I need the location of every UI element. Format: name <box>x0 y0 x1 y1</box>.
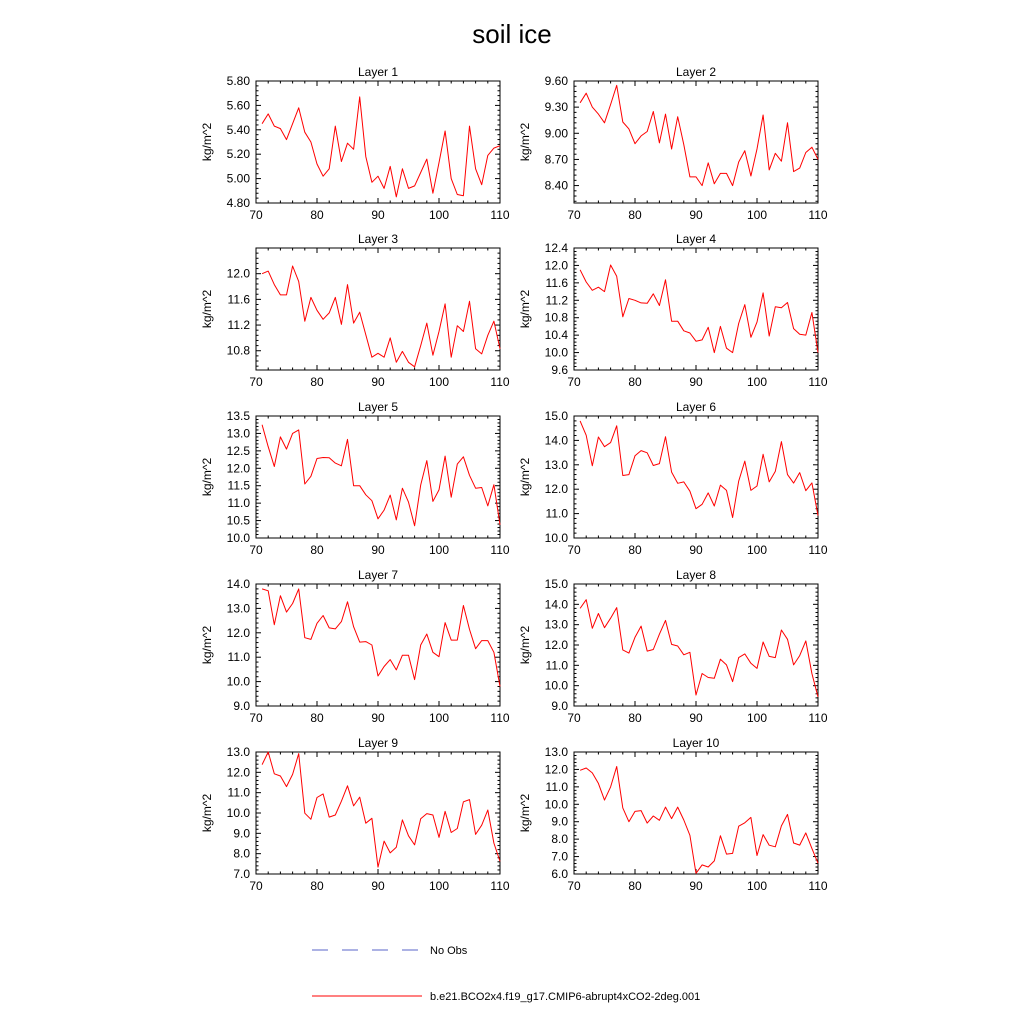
y-tick-label: 13.0 <box>226 426 250 441</box>
y-tick-label: 14.0 <box>544 597 568 612</box>
y-tick-label: 5.60 <box>226 98 250 113</box>
series-line <box>580 85 818 185</box>
y-tick-label: 12.0 <box>544 638 568 652</box>
x-tick-label: 70 <box>567 375 581 389</box>
x-tick-label: 110 <box>808 543 828 557</box>
y-tick-label: 9.60 <box>544 74 568 88</box>
y-tick-label: 10.0 <box>226 806 250 820</box>
y-tick-label: 5.20 <box>226 147 250 162</box>
y-axis-label: kg/m^2 <box>518 289 532 329</box>
y-axis-label: kg/m^2 <box>200 625 214 665</box>
x-tick-label: 90 <box>371 208 385 222</box>
x-tick-label: 80 <box>310 375 324 389</box>
x-tick-label: 70 <box>249 543 263 557</box>
series-line <box>262 425 500 526</box>
y-tick-label: 11.2 <box>545 293 568 308</box>
x-tick-label: 70 <box>567 711 581 725</box>
x-tick-label: 100 <box>428 879 450 893</box>
x-tick-label: 100 <box>428 208 450 222</box>
x-tick-label: 90 <box>689 543 703 557</box>
x-tick-label: 80 <box>310 711 324 725</box>
x-tick-label: 70 <box>567 543 581 557</box>
y-tick-label: 15.0 <box>544 577 568 591</box>
x-tick-label: 90 <box>689 711 703 725</box>
y-tick-label: 5.00 <box>226 171 250 186</box>
y-tick-label: 10.0 <box>544 797 568 812</box>
x-tick-label: 90 <box>371 375 385 389</box>
panel-layer-9 <box>200 736 510 893</box>
x-tick-label: 110 <box>490 208 510 222</box>
x-tick-label: 70 <box>249 711 263 725</box>
panels <box>200 65 828 893</box>
panel-title: Layer 1 <box>357 65 399 79</box>
y-tick-label: 12.0 <box>226 765 250 780</box>
x-tick-label: 90 <box>689 208 703 222</box>
y-tick-label: 11.0 <box>545 658 568 673</box>
series-line <box>580 421 818 518</box>
y-tick-label: 11.0 <box>227 650 250 665</box>
plot-frame <box>574 752 818 874</box>
x-tick-label: 100 <box>428 375 450 389</box>
y-tick-label: 15.0 <box>544 409 568 423</box>
y-tick-label: 12.0 <box>226 461 250 476</box>
y-axis-label: kg/m^2 <box>200 122 214 162</box>
y-tick-label: 13.0 <box>544 617 568 632</box>
panel-title: Layer 4 <box>675 232 717 246</box>
x-tick-label: 100 <box>428 711 450 725</box>
x-tick-label: 110 <box>808 879 828 893</box>
series-line <box>262 589 500 687</box>
y-tick-label: 12.0 <box>544 482 568 497</box>
y-tick-label: 13.0 <box>544 457 568 472</box>
plot-frame <box>574 416 818 538</box>
panel-layer-2 <box>518 65 828 222</box>
y-tick-label: 13.5 <box>226 409 250 423</box>
y-tick-label: 11.0 <box>227 496 250 511</box>
panel-layer-7 <box>200 568 510 725</box>
series-line <box>262 266 500 367</box>
panel-layer-10 <box>518 736 828 893</box>
y-tick-label: 14.0 <box>544 433 568 448</box>
y-tick-label: 10.0 <box>226 674 250 689</box>
y-tick-label: 13.0 <box>544 745 568 759</box>
y-tick-label: 7.0 <box>233 867 250 881</box>
panel-title: Layer 3 <box>357 232 399 246</box>
x-tick-label: 100 <box>428 543 450 557</box>
x-tick-label: 80 <box>310 543 324 557</box>
x-tick-label: 110 <box>808 375 828 389</box>
series-line <box>580 265 818 353</box>
y-tick-label: 10.0 <box>544 678 568 693</box>
legend-model-label: b.e21.BCO2x4.f19_g17.CMIP6-abrupt4xCO2-2deg.001 <box>430 991 701 1003</box>
x-tick-label: 90 <box>689 879 703 893</box>
y-tick-label: 13.0 <box>226 745 250 759</box>
y-tick-label: 14.0 <box>226 577 250 591</box>
panel-layer-5 <box>200 400 510 557</box>
x-tick-label: 90 <box>371 711 385 725</box>
y-tick-label: 9.6 <box>551 363 568 377</box>
y-tick-label: 10.5 <box>226 513 250 528</box>
x-tick-label: 100 <box>746 375 768 389</box>
x-tick-label: 100 <box>746 711 768 725</box>
y-tick-label: 11.5 <box>227 478 250 493</box>
series-line <box>262 752 500 867</box>
x-tick-label: 80 <box>628 375 642 389</box>
panel-title: Layer 10 <box>672 736 720 750</box>
y-axis-label: kg/m^2 <box>200 289 214 329</box>
y-tick-label: 5.80 <box>226 74 250 88</box>
x-tick-label: 100 <box>746 543 768 557</box>
x-tick-label: 110 <box>490 543 510 557</box>
y-tick-label: 12.0 <box>544 258 568 273</box>
y-tick-label: 4.80 <box>226 196 250 210</box>
x-tick-label: 80 <box>310 208 324 222</box>
y-tick-label: 7.0 <box>551 849 568 864</box>
y-tick-label: 12.0 <box>544 762 568 777</box>
y-axis-label: kg/m^2 <box>518 457 532 497</box>
y-tick-label: 10.0 <box>544 345 568 360</box>
panel-title: Layer 2 <box>675 65 717 79</box>
y-tick-label: 10.4 <box>544 328 568 343</box>
panel-layer-8 <box>518 568 828 725</box>
y-tick-label: 9.0 <box>551 814 568 829</box>
panel-title: Layer 5 <box>357 400 399 414</box>
x-tick-label: 70 <box>249 879 263 893</box>
y-tick-label: 12.0 <box>226 266 250 281</box>
y-tick-label: 11.6 <box>545 275 568 290</box>
plot-frame <box>574 81 818 203</box>
y-tick-label: 11.0 <box>545 779 568 794</box>
x-tick-label: 70 <box>249 375 263 389</box>
y-tick-label: 6.0 <box>551 867 568 881</box>
y-axis-label: kg/m^2 <box>518 625 532 665</box>
y-axis-label: kg/m^2 <box>200 793 214 833</box>
series-line <box>580 767 818 874</box>
y-tick-label: 12.4 <box>544 241 568 255</box>
y-tick-label: 10.0 <box>226 531 250 545</box>
y-tick-label: 5.40 <box>226 122 250 137</box>
x-tick-label: 110 <box>490 711 510 725</box>
y-tick-label: 8.0 <box>551 832 568 847</box>
x-tick-label: 80 <box>628 208 642 222</box>
panel-title: Layer 6 <box>675 400 717 414</box>
panel-title: Layer 8 <box>675 568 717 582</box>
y-tick-label: 8.40 <box>544 178 568 193</box>
x-tick-label: 110 <box>490 375 510 389</box>
x-tick-label: 90 <box>689 375 703 389</box>
x-tick-label: 80 <box>628 543 642 557</box>
plot-frame <box>256 81 500 203</box>
y-axis-label: kg/m^2 <box>518 122 532 162</box>
y-tick-label: 11.2 <box>227 318 250 333</box>
panel-layer-3 <box>200 232 510 389</box>
panel-title: Layer 7 <box>357 568 399 582</box>
legend <box>312 945 700 1003</box>
y-tick-label: 12.5 <box>226 443 250 458</box>
y-tick-label: 9.0 <box>551 699 568 713</box>
y-tick-label: 8.70 <box>544 152 568 167</box>
y-tick-label: 11.0 <box>227 785 250 800</box>
y-tick-label: 12.0 <box>226 625 250 640</box>
x-tick-label: 110 <box>490 879 510 893</box>
panel-layer-6 <box>518 400 828 557</box>
x-tick-label: 70 <box>567 879 581 893</box>
x-tick-label: 100 <box>746 208 768 222</box>
y-axis-label: kg/m^2 <box>200 457 214 497</box>
y-tick-label: 9.0 <box>233 699 250 713</box>
x-tick-label: 80 <box>628 711 642 725</box>
y-tick-label: 9.0 <box>233 826 250 841</box>
legend-no-obs-label: No Obs <box>430 945 468 957</box>
y-tick-label: 10.8 <box>544 310 568 325</box>
panel-title: Layer 9 <box>357 736 399 750</box>
x-tick-label: 100 <box>746 879 768 893</box>
x-tick-label: 80 <box>310 879 324 893</box>
y-tick-label: 10.8 <box>226 343 250 358</box>
x-tick-label: 110 <box>808 711 828 725</box>
panel-layer-1 <box>200 65 510 222</box>
x-tick-label: 70 <box>567 208 581 222</box>
figure-title: soil ice <box>472 19 552 49</box>
y-tick-label: 11.6 <box>227 292 250 307</box>
y-tick-label: 9.00 <box>544 126 568 141</box>
x-tick-label: 70 <box>249 208 263 222</box>
x-tick-label: 110 <box>808 208 828 222</box>
series-line <box>262 97 500 197</box>
plot-frame <box>574 584 818 706</box>
y-tick-label: 8.0 <box>233 846 250 861</box>
y-tick-label: 11.0 <box>545 506 568 521</box>
y-tick-label: 10.0 <box>544 531 568 545</box>
y-axis-label: kg/m^2 <box>518 793 532 833</box>
x-tick-label: 90 <box>371 879 385 893</box>
plot-frame <box>256 752 500 874</box>
x-tick-label: 90 <box>371 543 385 557</box>
x-tick-label: 80 <box>628 879 642 893</box>
series-line <box>580 600 818 697</box>
y-tick-label: 9.30 <box>544 100 568 115</box>
panel-layer-4 <box>518 232 828 389</box>
y-tick-label: 13.0 <box>226 601 250 616</box>
